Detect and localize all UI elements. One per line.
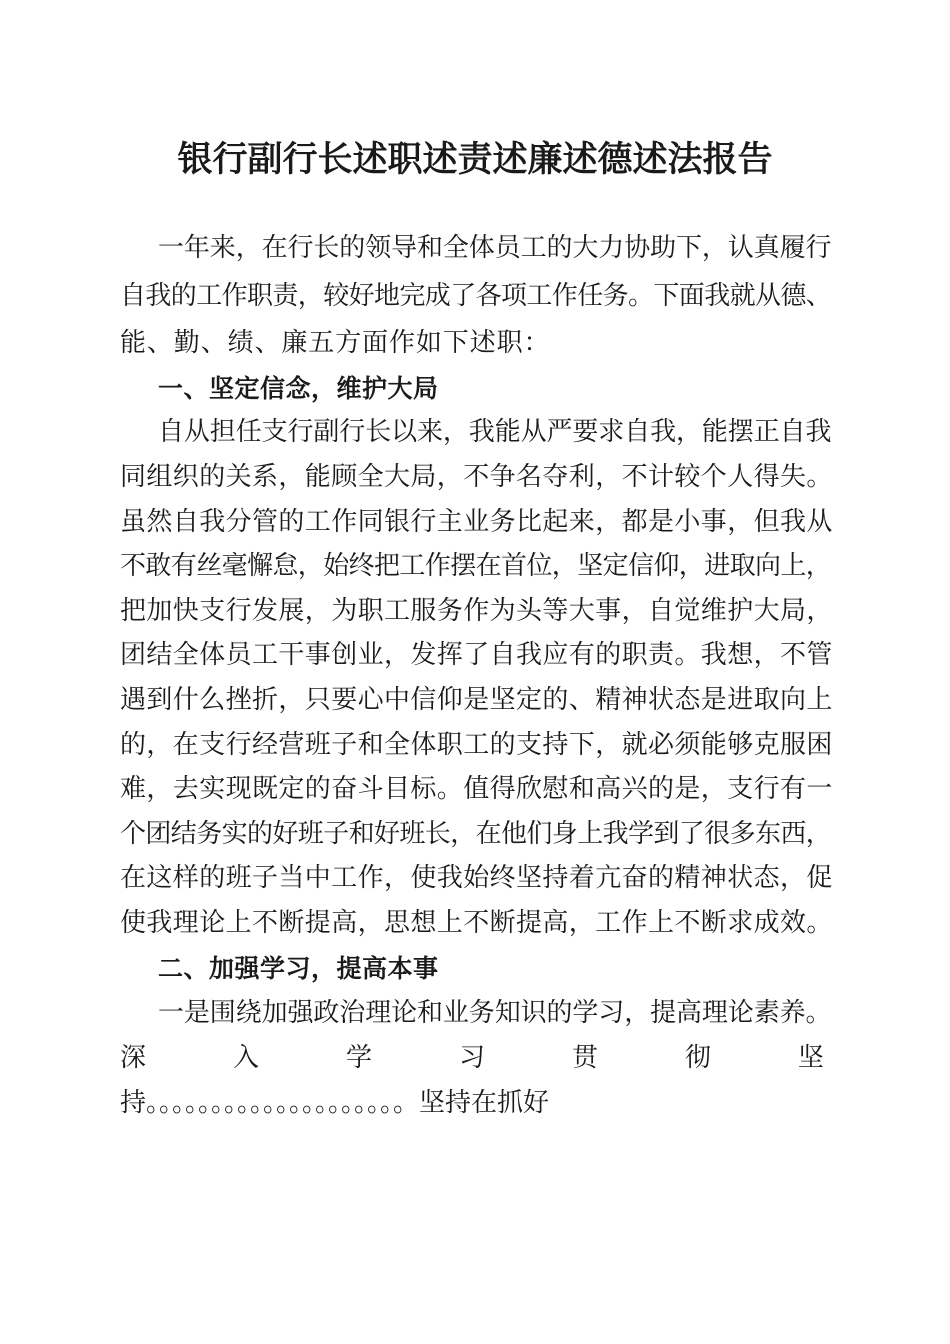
section-1-line: 个团结务实的好班子和好班长，在他们身上我学到了很多东西， bbox=[120, 819, 832, 849]
document-title: 银行副行长述职述责述廉述德述法报告 bbox=[177, 139, 773, 180]
section-1-line: 把加快支行发展，为职工服务作为头等大事，自觉维护大局， bbox=[120, 596, 833, 626]
intro-line-3: 能、勤、绩、廉五方面作如下述职： bbox=[120, 328, 551, 358]
spread-char: 坚 bbox=[797, 1043, 824, 1073]
section-1-line: 自从担任支行副行长以来，我能从严要求自我，能摆正自我 bbox=[158, 417, 832, 447]
intro-line-2: 自我的工作职责，较好地完成了各项工作任务。下面我就从德、 bbox=[120, 281, 832, 311]
section-1-line: 团结全体员工干事创业，发挥了自我应有的职责。我想，不管 bbox=[120, 640, 833, 670]
section-1-line: 难，去实现既定的奋斗目标。值得欣慰和高兴的是，支行有一 bbox=[120, 774, 833, 804]
section-1-line: 不敢有丝毫懈怠，始终把工作摆在首位，坚定信仰，进取向上， bbox=[120, 551, 832, 581]
section-2-line: 一是围绕加强政治理论和业务知识的学习，提高理论素养。 bbox=[158, 998, 832, 1028]
section-2-spread-line bbox=[120, 1040, 824, 1076]
section-2-heading: 二、加强学习，提高本事 bbox=[158, 954, 439, 983]
section-1-line: 在这样的班子当中工作，使我始终坚持着亢奋的精神状态，促 bbox=[120, 863, 833, 893]
spread-char: 彻 bbox=[684, 1043, 711, 1073]
section-1-line: 同组织的关系，能顾全大局，不争名夺利，不计较个人得失。 bbox=[120, 462, 833, 492]
spread-char: 学 bbox=[345, 1043, 372, 1073]
section-1-line: 虽然自我分管的工作同银行主业务比起来，都是小事，但我从 bbox=[120, 507, 833, 537]
section-1-line: 的，在支行经营班子和全体职工的支持下，就必须能够克服困 bbox=[120, 730, 833, 760]
section-2-line: 持。。。。。。。。。。。。。。。。。。。。坚持在抓好 bbox=[120, 1088, 550, 1118]
section-1-line: 遇到什么挫折，只要心中信仰是坚定的、精神状态是进取向上 bbox=[120, 685, 833, 715]
spread-char: 深 bbox=[120, 1043, 147, 1073]
spread-char: 贯 bbox=[571, 1043, 598, 1073]
intro-line-1: 一年来，在行长的领导和全体员工的大力协助下，认真履行 bbox=[158, 233, 832, 263]
spread-char: 习 bbox=[458, 1043, 485, 1073]
section-1-heading: 一、坚定信念，维护大局 bbox=[158, 374, 439, 403]
spread-char: 入 bbox=[232, 1043, 259, 1073]
section-1-line: 使我理论上不断提高，思想上不断提高，工作上不断求成效。 bbox=[120, 908, 833, 938]
